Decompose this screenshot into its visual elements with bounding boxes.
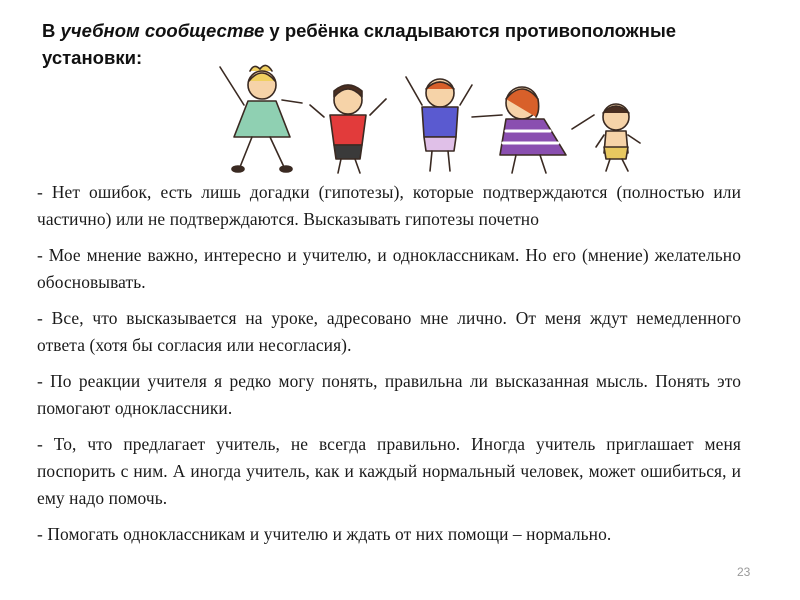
boy-in-purple-shirt-figure	[406, 77, 472, 171]
paragraph-5: - То, что предлагает учитель, не всегда правильно. Иногда учитель приглашает меня поспорить с ним. А иногда учитель, как и каждый нормальный человек, может ошибиться, и ему надо помочь.	[37, 434, 741, 508]
page-number: 23	[737, 565, 751, 579]
title-rest: у ребёнка складываются противоположные установки:	[42, 20, 677, 68]
body-text	[37, 179, 741, 557]
title-prefix: В	[42, 20, 61, 41]
paragraph-3: - Все, что высказывается на уроке, адресовано мне лично. От меня ждут немедленного ответа (хотя бы согласия или несогласия).	[37, 308, 741, 355]
baby-figure	[596, 104, 640, 171]
title-emphasis: учебном сообществе	[60, 20, 265, 41]
paragraph-4: - По реакции учителя я редко могу понять, правильна ли высказанная мысль. Понять это помогают одноклассники.	[37, 371, 741, 418]
paragraph-1: - Нет ошибок, есть лишь догадки (гипотезы), которые подтверждаются (полностью или частично) или не подтверждаются. Высказывать гипотезы почетно	[37, 182, 741, 229]
girl-in-striped-dress-figure	[472, 87, 594, 173]
paragraph-6: - Помогать одноклассникам и учителю и ждать от них помощи – нормально.	[37, 524, 612, 544]
paragraph-2: - Мое мнение важно, интересно и учителю, и одноклассникам. Но его (мнение) желательно обосновывать.	[37, 245, 741, 292]
children-illustration	[210, 55, 660, 180]
boy-in-red-shirt-figure	[310, 85, 386, 173]
girl-with-pigtails-figure	[220, 65, 302, 172]
